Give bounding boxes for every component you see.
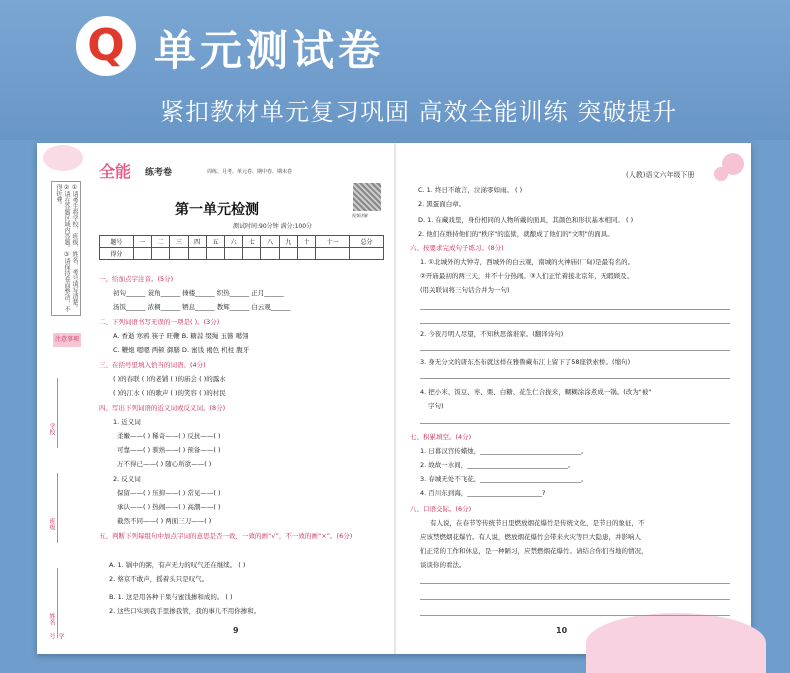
section-line: 2. 这些口实到我手里掺我管，我的事儿不用你掺和。 [109, 607, 261, 615]
section-line: 2. 今夜月明人尽望，不知秋思落谁家。(翻译诗句) [420, 330, 564, 338]
section-line: 3. 身无分文的唐东杰布就这样在雅鲁藏布江上留下了58座铁索桥。(缩句) [420, 358, 631, 366]
brand-tags: 周练、月考、单元卷、期中卷、期末卷 [207, 169, 293, 175]
section-title: 八、口语交际。(6分) [410, 505, 472, 513]
score-cell[interactable] [243, 248, 261, 260]
section-title: 三、在括号里填入恰当的词语。(4分) [99, 361, 206, 369]
banner-subtitle: 紧扣教材单元复习巩固 高效全能训练 突破提升 [160, 98, 678, 126]
section-line: A. 1. 锅中的粥，有声无力的叹气还在继续。 ( ) [109, 561, 246, 569]
section-line: 1. 日暮汉宫传蜡烛，_______________________________。 [420, 447, 588, 455]
answer-line[interactable] [420, 615, 730, 616]
section-line: 2. 反义词 [113, 475, 141, 483]
score-header-cell: 八 [261, 236, 279, 248]
running-head: (人教)语文六年级下册 [626, 171, 695, 179]
score-cell[interactable] [350, 248, 384, 260]
answer-line[interactable] [420, 583, 730, 584]
strip-notice: ①请考生将学校、班级、姓名、考号填写清楚。②请在答题区域内答题。③请保持卷面整洁，不得折叠。 [51, 181, 81, 316]
section-line: 万不得已——( ) 随心所欲——( ) [117, 460, 212, 468]
section-title: 五、判断下列每组句中加点字词的意思是否一致，一致的画“√”，不一致的画“×”。(6分) [99, 532, 353, 540]
answer-line[interactable] [420, 599, 730, 600]
score-header-cell: 四 [188, 236, 206, 248]
section-line: C. 鞭炮 嗯嗯 两顿 御膳 D. 蜜饯 褐色 机柱 腹牙 [113, 346, 250, 354]
section-title: 一、给加点字注音。(5分) [99, 275, 174, 283]
section-title: 二、下列词语书写无误的一项是( )。(3分) [99, 318, 220, 326]
section-line: 4. 把小米、饭豆、枣、栗、白糖、花生仁合拢来，糊糊涂涂煮成一锅。(改为"被" [420, 388, 652, 396]
section-line: 谈谈你的看法。 [420, 561, 466, 569]
section-title: 七、积累填空。(4分) [410, 433, 472, 441]
section-line: 承认——( ) 热闹——( ) 高潮——( ) [117, 503, 221, 511]
answer-line[interactable] [420, 323, 730, 324]
strip-field-school [57, 378, 78, 448]
page-title: 第一单元检测 [175, 202, 259, 218]
section-line: 初旬______ 蓑角______ 捶楼______ 织热______ 正月______ [113, 289, 284, 297]
strip-field-name [57, 568, 78, 638]
score-header-cell: 九 [279, 236, 297, 248]
section-line: ( )的春联 ( )的老铺 ( )的庙会 ( )的露水 [113, 375, 226, 383]
section-line: 可靠——( ) 驯熟——( ) 预备——( ) [117, 446, 221, 454]
blossom-decoration [43, 145, 83, 171]
score-cell[interactable] [279, 248, 297, 260]
left-page [37, 143, 394, 654]
blossom-decoration [714, 167, 728, 181]
option-line: 2. 他们在维持他们的"秩序"的监狱，就酿成了他们的"文明"的面具。 [418, 230, 614, 238]
section-line: 应该禁燃烟花爆竹。有人说，燃放烟花爆竹会带来火灾等巨大隐患，并影响人 [420, 533, 641, 541]
section-title: 四、写出下列词语的近义词或反义词。(8分) [99, 404, 226, 412]
strip-label-name: 姓名 [48, 613, 55, 625]
right-page [396, 143, 751, 654]
answer-line[interactable] [420, 309, 730, 310]
section-line: (用关联词将三句话合并为一句) [420, 286, 510, 294]
section-line: 字句) [428, 402, 444, 410]
score-header-cell: 十一 [316, 236, 350, 248]
banner [0, 0, 790, 140]
section-line: 保留——( ) 压抑——( ) 常见——( ) [117, 489, 221, 497]
score-header-cell: 题号 [100, 236, 134, 248]
score-row [100, 248, 384, 260]
score-row-label: 得分 [100, 248, 134, 260]
strip-label-school: 学校 [48, 423, 55, 435]
strip-label-class: 班级 [48, 518, 55, 530]
brand-sub: 练考卷 [145, 168, 173, 178]
score-table [99, 235, 384, 260]
section-line: 4. 百川东到海，_______________________? [420, 489, 546, 497]
score-cell[interactable] [152, 248, 170, 260]
score-header-cell: 二 [152, 236, 170, 248]
score-header-cell: 总分 [350, 236, 384, 248]
strip-label-id: 学号 [48, 633, 64, 639]
section-line: 有人说，在春节等传统节日里燃放烟花爆竹是传统文化，是节日的象征，不 [430, 519, 645, 527]
section-line: ( )的江水 ( )的歌声 ( )的笑容 ( )的村民 [113, 389, 226, 397]
option-line: C. 1. 终日不敢言，泣涕零如雨。 ( ) [418, 186, 523, 194]
section-line: 汤饭______ 浓稠______ 牺息______ 教辉______ 白云观______ [113, 303, 291, 311]
score-cell[interactable] [261, 248, 279, 260]
page-number: 9 [233, 626, 239, 635]
score-cell[interactable] [170, 248, 188, 260]
q-badge [76, 16, 136, 76]
test-meta: 测试时间:90分钟 满分:100分 [233, 223, 313, 230]
score-header-cell: 六 [225, 236, 243, 248]
score-cell[interactable] [133, 248, 151, 260]
hill-decoration [586, 613, 766, 673]
strip-tag: 注意事项 [53, 333, 81, 347]
section-line: B. 1. 这是用各种干果与蜜饯掺和成的。 ( ) [109, 593, 233, 601]
option-line: D. 1. 在藏戏里，身份相同的人物所戴的面具，其颜色和形状基本相同。 ( ) [418, 216, 634, 224]
strip-field-class [57, 473, 78, 543]
score-header-cell: 七 [243, 236, 261, 248]
score-cell[interactable] [316, 248, 350, 260]
section-line: 截然不同——( ) 两面三刀——( ) [117, 517, 212, 525]
section-line: 1. 近义词 [113, 418, 141, 426]
section-line: 3. 春城无处不飞花，_______________________________。 [420, 475, 588, 483]
open-workbook [37, 143, 751, 654]
section-title: 六、按要求完成句子练习。(8分) [410, 244, 504, 252]
section-line: ②开庙最初的两三天，并不十分热闹。③人们正忙着接北京年，无暇顾及。 [420, 272, 634, 280]
score-header-cell: 一 [133, 236, 151, 248]
score-cell[interactable] [188, 248, 206, 260]
score-header-cell: 三 [170, 236, 188, 248]
score-cell[interactable] [225, 248, 243, 260]
section-line: 柔嫩——( ) 稀奇——( ) 反抗——( ) [117, 432, 221, 440]
option-line: 2. 黑蛋面白章。 [418, 200, 466, 208]
qr-label: 视频讲解 [352, 213, 368, 218]
score-header-row [100, 236, 384, 248]
section-line: 1. ①北城外的大钟寺，西城外的白云观，南城的火神庙(厂甸)是最有名的。 [420, 258, 635, 266]
score-cell[interactable] [297, 248, 315, 260]
answer-line[interactable] [420, 350, 730, 351]
brand-logo: 全能 [99, 162, 132, 181]
section-line: A. 香逝 寒鸦 筷子 旺鞭 B. 糖蒜 缀绳 玉簪 噶翎 [113, 332, 249, 340]
page-number: 10 [556, 626, 568, 635]
binding-strip [47, 173, 95, 643]
score-cell[interactable] [206, 248, 224, 260]
qr-code[interactable] [353, 183, 381, 211]
section-line: 2. 故故一水间，_______________________________。 [420, 461, 575, 469]
section-line: 们正常的工作和休息，是一种陋习，应禁燃烟花爆竹。请结合你们当地的情况， [420, 547, 648, 555]
banner-title: 单元测试卷 [154, 26, 385, 75]
answer-line[interactable] [420, 423, 730, 424]
q-badge-letter: Q [87, 20, 125, 71]
score-header-cell: 十 [297, 236, 315, 248]
section-line: 2. 蔡京不敢声，摇着头只是叹气。 [109, 575, 209, 583]
answer-line[interactable] [420, 378, 730, 379]
score-header-cell: 五 [206, 236, 224, 248]
